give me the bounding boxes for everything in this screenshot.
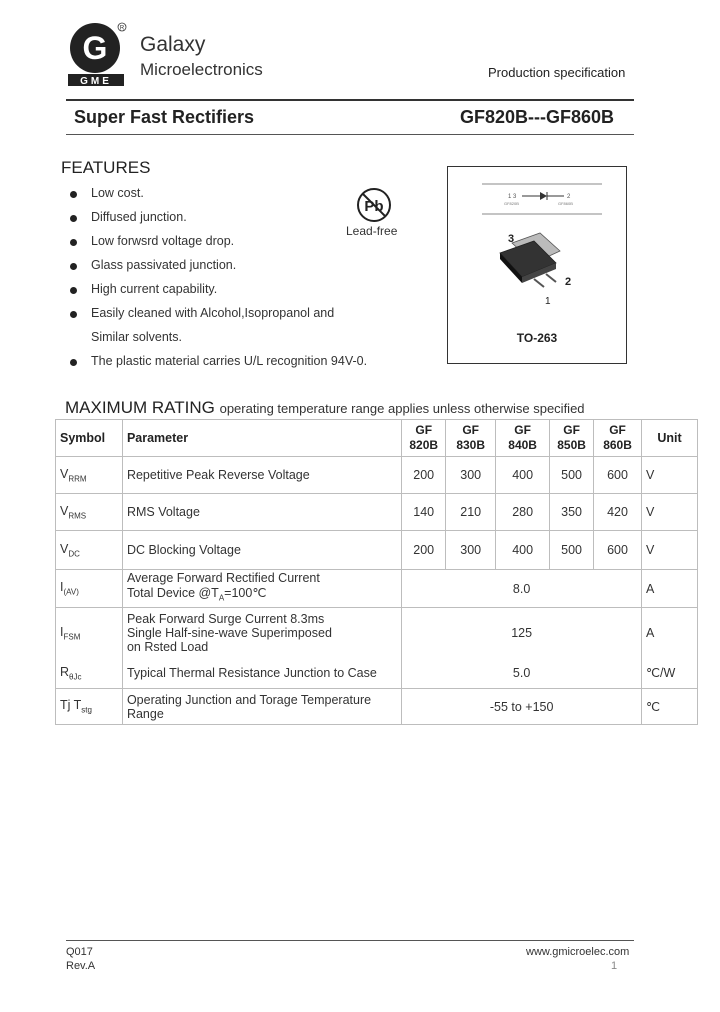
row-symbol: $I_{FSM}$ bbox=[56, 608, 123, 658]
part-range: GF820B---GF860B bbox=[460, 107, 615, 127]
col-part: GF 840B bbox=[496, 420, 550, 457]
row-unit: V bbox=[642, 494, 698, 531]
brand-subtitle: Microelectronics bbox=[140, 60, 263, 79]
svg-text:TO-263: TO-263 bbox=[516, 331, 558, 345]
to263-package-diagram bbox=[448, 167, 626, 363]
row-value: -55 to +150 bbox=[402, 689, 642, 725]
max-rating-table bbox=[55, 419, 698, 725]
row-parameter: Peak Forward Surge Current 8.3ms Single Half-sine-wave Superimposed on Rsted Load bbox=[122, 608, 401, 658]
svg-text:R: R bbox=[119, 25, 125, 32]
row-symbol: $V_{DC}$ bbox=[56, 531, 123, 570]
table-row bbox=[56, 494, 698, 531]
bullet-icon bbox=[70, 287, 77, 294]
title-rule bbox=[66, 134, 634, 135]
lead-free-badge bbox=[346, 185, 406, 241]
col-symbol: Symbol bbox=[56, 420, 123, 457]
table-row bbox=[56, 658, 698, 689]
row-unit: V bbox=[642, 457, 698, 494]
row-value: 600 bbox=[594, 457, 642, 494]
row-symbol: $I_{(AV)}$ bbox=[56, 570, 123, 608]
footer-rule bbox=[66, 940, 634, 941]
header-rule bbox=[66, 99, 634, 101]
row-parameter: Operating Junction and Torage Temperature Range bbox=[122, 689, 401, 725]
feature-text: The plastic material carries U/L recognition 94V-0. bbox=[91, 354, 368, 368]
row-value: 350 bbox=[550, 494, 594, 531]
svg-text:GF820B: GF820B bbox=[504, 201, 519, 206]
doc-title: Super Fast Rectifiers bbox=[74, 107, 255, 127]
row-value: 125 bbox=[402, 608, 642, 658]
bullet-icon bbox=[70, 311, 77, 318]
row-value: 8.0 bbox=[402, 570, 642, 608]
bullet-icon bbox=[70, 239, 77, 246]
row-parameter: Typical Thermal Resistance Junction to Case bbox=[122, 658, 401, 689]
col-part: GF 820B bbox=[402, 420, 446, 457]
bullet-icon bbox=[70, 191, 77, 198]
row-symbol: $R_{\theta Jc}$ bbox=[56, 658, 123, 689]
company-logo bbox=[66, 19, 128, 87]
row-parameter: Repetitive Peak Reverse Voltage bbox=[122, 457, 401, 494]
row-symbol: $V_{RRM}$ bbox=[56, 457, 123, 494]
table-row bbox=[56, 531, 698, 570]
col-unit: Unit bbox=[642, 420, 698, 457]
col-part: GF 860B bbox=[594, 420, 642, 457]
svg-text:1: 1 bbox=[545, 296, 551, 307]
row-value: 300 bbox=[446, 457, 496, 494]
row-value: 300 bbox=[446, 531, 496, 570]
row-unit: ℃/W bbox=[642, 658, 698, 689]
row-unit: ℃ bbox=[642, 689, 698, 725]
row-value: 420 bbox=[594, 494, 642, 531]
svg-text:2: 2 bbox=[567, 194, 571, 200]
row-value: 200 bbox=[402, 457, 446, 494]
col-part: GF 830B bbox=[446, 420, 496, 457]
brand-name: Galaxy bbox=[140, 33, 206, 56]
bullet-icon bbox=[70, 263, 77, 270]
row-value: 140 bbox=[402, 494, 446, 531]
row-value: 500 bbox=[550, 531, 594, 570]
page-number: 1 bbox=[611, 960, 618, 972]
svg-text:Pb: Pb bbox=[364, 198, 384, 215]
row-value: 280 bbox=[496, 494, 550, 531]
svg-text:3: 3 bbox=[508, 233, 515, 245]
table-header-row bbox=[56, 420, 698, 457]
row-parameter: Average Forward Rectified Current Total Device $@T_A=100℃$ bbox=[122, 570, 401, 608]
col-part: GF 850B bbox=[550, 420, 594, 457]
table-row bbox=[56, 608, 698, 658]
row-value: 5.0 bbox=[402, 658, 642, 689]
bullet-icon bbox=[70, 359, 77, 366]
lead-free-label: Lead-free bbox=[346, 224, 398, 238]
footer-url[interactable]: www.gmicroelec.com bbox=[526, 946, 630, 958]
feature-text: High current capability. bbox=[91, 282, 218, 296]
feature-text: Low cost. bbox=[91, 186, 144, 200]
max-rating-heading: MAXIMUM RATING operating temperature range applies unless otherwise specified bbox=[65, 398, 585, 417]
svg-text:2: 2 bbox=[565, 276, 572, 288]
feature-text: Diffused junction. bbox=[91, 210, 187, 224]
bullet-icon bbox=[70, 215, 77, 222]
row-symbol: $V_{RMS}$ bbox=[56, 494, 123, 531]
table-row bbox=[56, 689, 698, 725]
row-value: 500 bbox=[550, 457, 594, 494]
row-value: 600 bbox=[594, 531, 642, 570]
svg-text:G: G bbox=[82, 30, 108, 66]
row-unit: A bbox=[642, 570, 698, 608]
row-value: 400 bbox=[496, 457, 550, 494]
feature-text: Similar solvents. bbox=[91, 330, 182, 344]
feature-text: Glass passivated junction. bbox=[91, 258, 237, 272]
feature-text: Low forwsrd voltage drop. bbox=[91, 234, 235, 248]
table-row bbox=[56, 570, 698, 608]
row-parameter: RMS Voltage bbox=[122, 494, 401, 531]
row-symbol: Tj $T_{stg}$ bbox=[56, 689, 123, 725]
svg-text:GF860B: GF860B bbox=[558, 201, 573, 206]
lead-free-icon bbox=[346, 185, 406, 225]
row-unit: V bbox=[642, 531, 698, 570]
svg-text:GME: GME bbox=[80, 76, 112, 87]
features-heading: FEATURES bbox=[61, 158, 151, 177]
row-value: 210 bbox=[446, 494, 496, 531]
feature-text: Easily cleaned with Alcohol,Isopropanol and bbox=[91, 306, 335, 320]
table-row bbox=[56, 457, 698, 494]
package-box bbox=[447, 166, 627, 364]
max-rating-subheading: operating temperature range applies unless otherwise specified bbox=[219, 401, 585, 416]
row-value: 400 bbox=[496, 531, 550, 570]
row-unit: A bbox=[642, 608, 698, 658]
footer-code: Q017 bbox=[66, 946, 93, 958]
row-value: 200 bbox=[402, 531, 446, 570]
col-parameter: Parameter bbox=[122, 420, 401, 457]
row-parameter: DC Blocking Voltage bbox=[122, 531, 401, 570]
footer-revision: Rev.A bbox=[66, 960, 96, 972]
doc-type: Production specification bbox=[488, 65, 626, 80]
svg-text:1 3: 1 3 bbox=[508, 194, 517, 200]
